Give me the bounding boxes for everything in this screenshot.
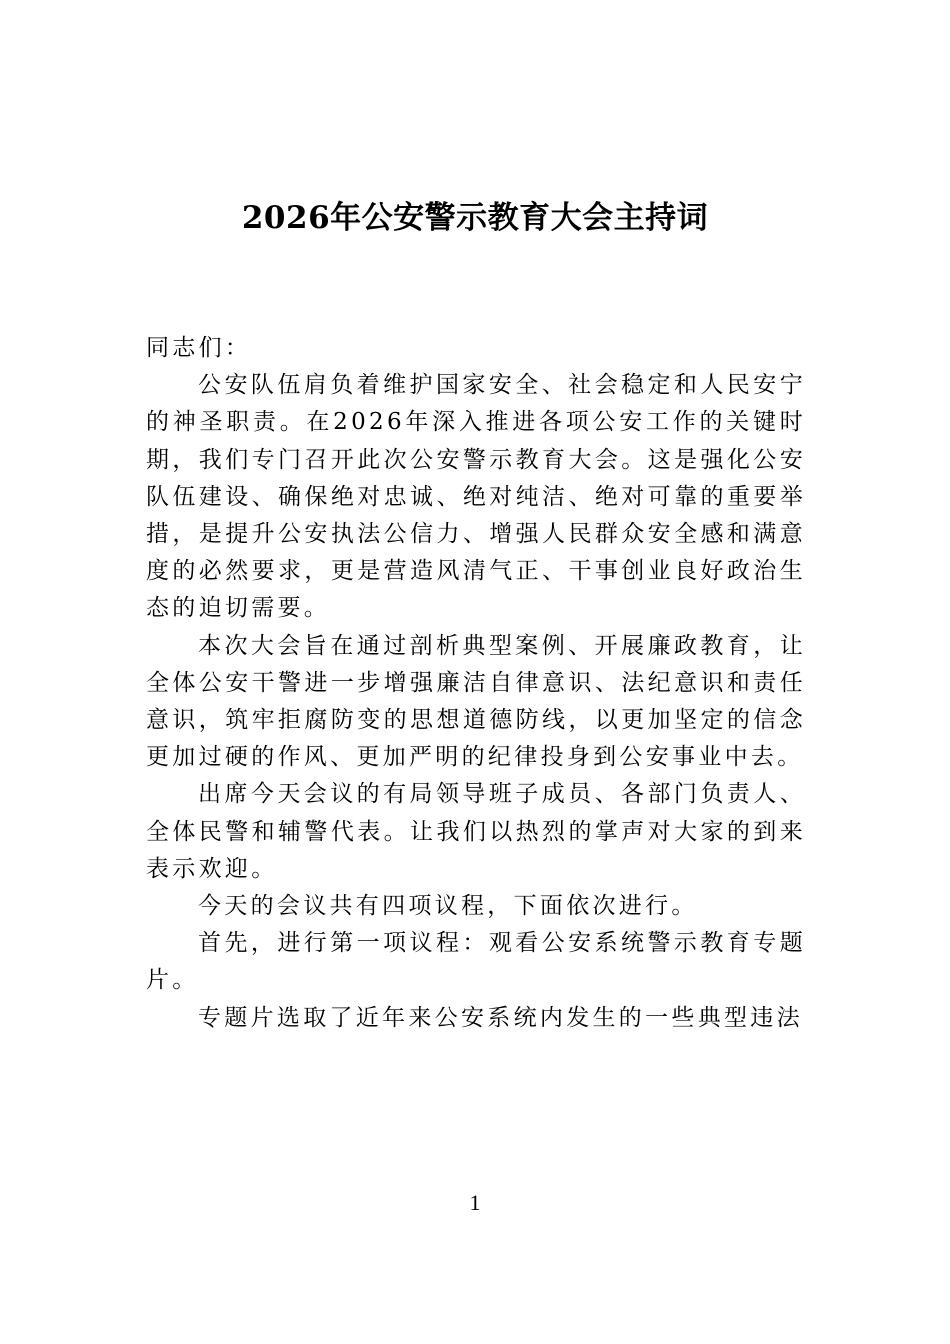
greeting: 同志们： (146, 335, 252, 361)
paragraph: 专题片选取了近年来公安系统内发生的一些典型违法 (198, 1004, 803, 1031)
document-title: 2026年公安警示教育大会主持词 (241, 200, 709, 236)
paragraph: 本次大会旨在通过剖析典型案例、开展廉政教育，让全体公安干警进一步增强廉洁自律意识、法纪意识和责任意识，筑牢拒腐防变的思想道德防线，以更加坚定的信念更加过硬的作风、更加严明的纪律投身到公安事业中去。 (146, 632, 806, 771)
document-body (146, 330, 806, 1037)
paragraph: 出席今天会议的有局领导班子成员、各部门负责人、全体民警和辅警代表。让我们以热烈的掌声对大家的到来表示欢迎。 (146, 781, 806, 882)
paragraph: 公安队伍肩负着维护国家安全、社会稳定和人民安宁的神圣职责。在2026年深入推进各项公安工作的关键时期，我们专门召开此次公安警示教育大会。这是强化公安队伍建设、确保绝对忠诚、绝对纯洁、绝对可靠的重要举措，是提升公安执法公信力、增强人民群众安全感和满意度的必然要求，更是营造风清气正、干事创业良好政治生态的迫切需要。 (146, 372, 806, 622)
page-number: 1 (469, 1190, 481, 1215)
paragraph: 首先，进行第一项议程：观看公安系统警示教育专题片。 (146, 930, 806, 994)
paragraph: 今天的会议共有四项议程，下面依次进行。 (198, 893, 698, 920)
